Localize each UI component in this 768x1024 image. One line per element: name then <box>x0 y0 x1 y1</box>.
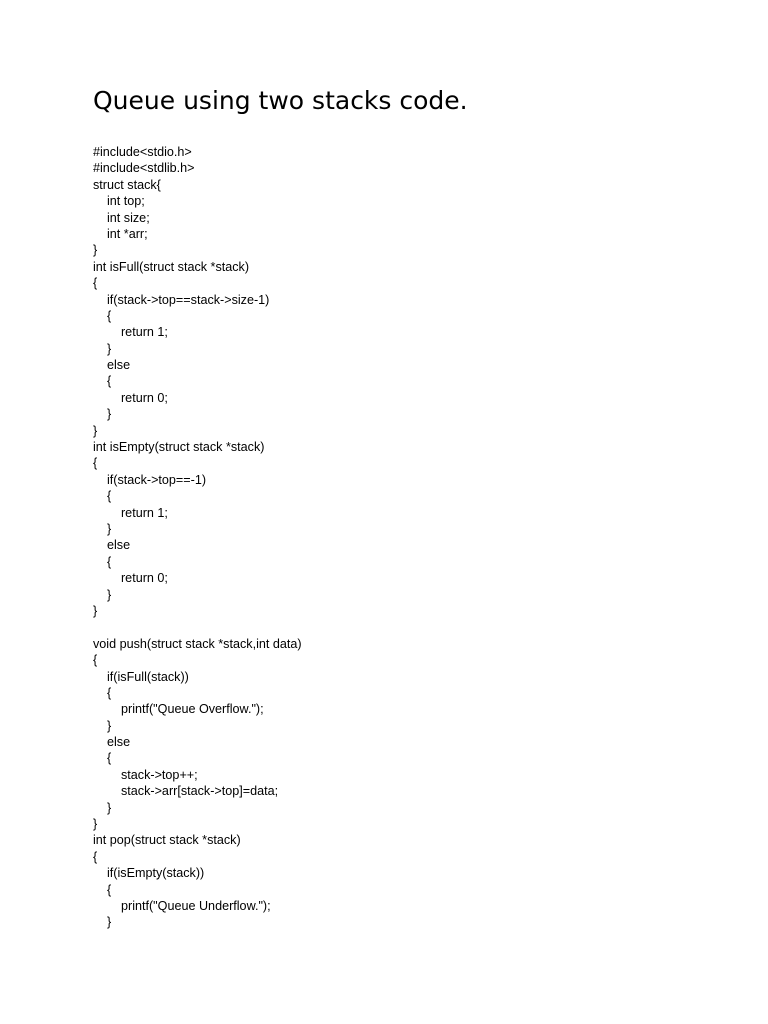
code-line: return 0; <box>93 390 168 405</box>
code-line: int *arr; <box>93 226 148 241</box>
code-line: } <box>93 407 112 422</box>
code-line: stack->top++; <box>93 767 198 782</box>
code-line: { <box>93 882 112 897</box>
code-line: #include<stdlib.h> <box>93 161 195 176</box>
code-line: printf("Queue Underflow."); <box>93 898 271 913</box>
code-line: { <box>93 489 112 504</box>
code-line: { <box>93 554 112 569</box>
code-line: { <box>93 308 112 323</box>
code-line: printf("Queue Overflow."); <box>93 702 264 717</box>
code-line <box>93 619 693 635</box>
code-line: if(stack->top==-1) <box>93 472 207 487</box>
code-line: } <box>93 341 112 356</box>
code-line: return 1; <box>93 505 168 520</box>
code-line: if(stack->top==stack->size-1) <box>93 292 270 307</box>
code-line: struct stack{ <box>93 177 161 192</box>
code-line: stack->arr[stack->top]=data; <box>93 784 279 799</box>
code-line: return 1; <box>93 325 168 340</box>
document-title: Queue using two stacks code. <box>93 86 468 115</box>
code-block <box>93 144 693 931</box>
code-line: { <box>93 751 112 766</box>
code-line: if(isEmpty(stack)) <box>93 866 205 881</box>
code-line: { <box>93 374 112 389</box>
code-line: #include<stdio.h> <box>93 145 192 159</box>
code-line: { <box>93 456 98 471</box>
code-line: } <box>93 423 98 438</box>
code-line: { <box>93 276 98 291</box>
code-line: int top; <box>93 194 145 209</box>
code-line: } <box>93 800 112 815</box>
code-line: } <box>93 915 112 930</box>
code-line: { <box>93 653 98 668</box>
code-line: else <box>93 358 131 373</box>
code-line: } <box>93 521 112 536</box>
code-line: } <box>93 603 98 618</box>
code-line: } <box>93 587 112 602</box>
code-line: int isEmpty(struct stack *stack) <box>93 440 265 455</box>
code-line: } <box>93 817 98 832</box>
code-line: if(isFull(stack)) <box>93 669 189 684</box>
code-line: } <box>93 243 98 258</box>
code-line: int size; <box>93 210 150 225</box>
code-line: int pop(struct stack *stack) <box>93 833 241 848</box>
code-line: } <box>93 718 112 733</box>
code-line: void push(struct stack *stack,int data) <box>93 636 302 651</box>
code-line: { <box>93 849 98 864</box>
code-line: return 0; <box>93 571 168 586</box>
code-line: else <box>93 538 131 553</box>
code-line: else <box>93 735 131 750</box>
code-line: { <box>93 685 112 700</box>
code-line: int isFull(struct stack *stack) <box>93 259 250 274</box>
